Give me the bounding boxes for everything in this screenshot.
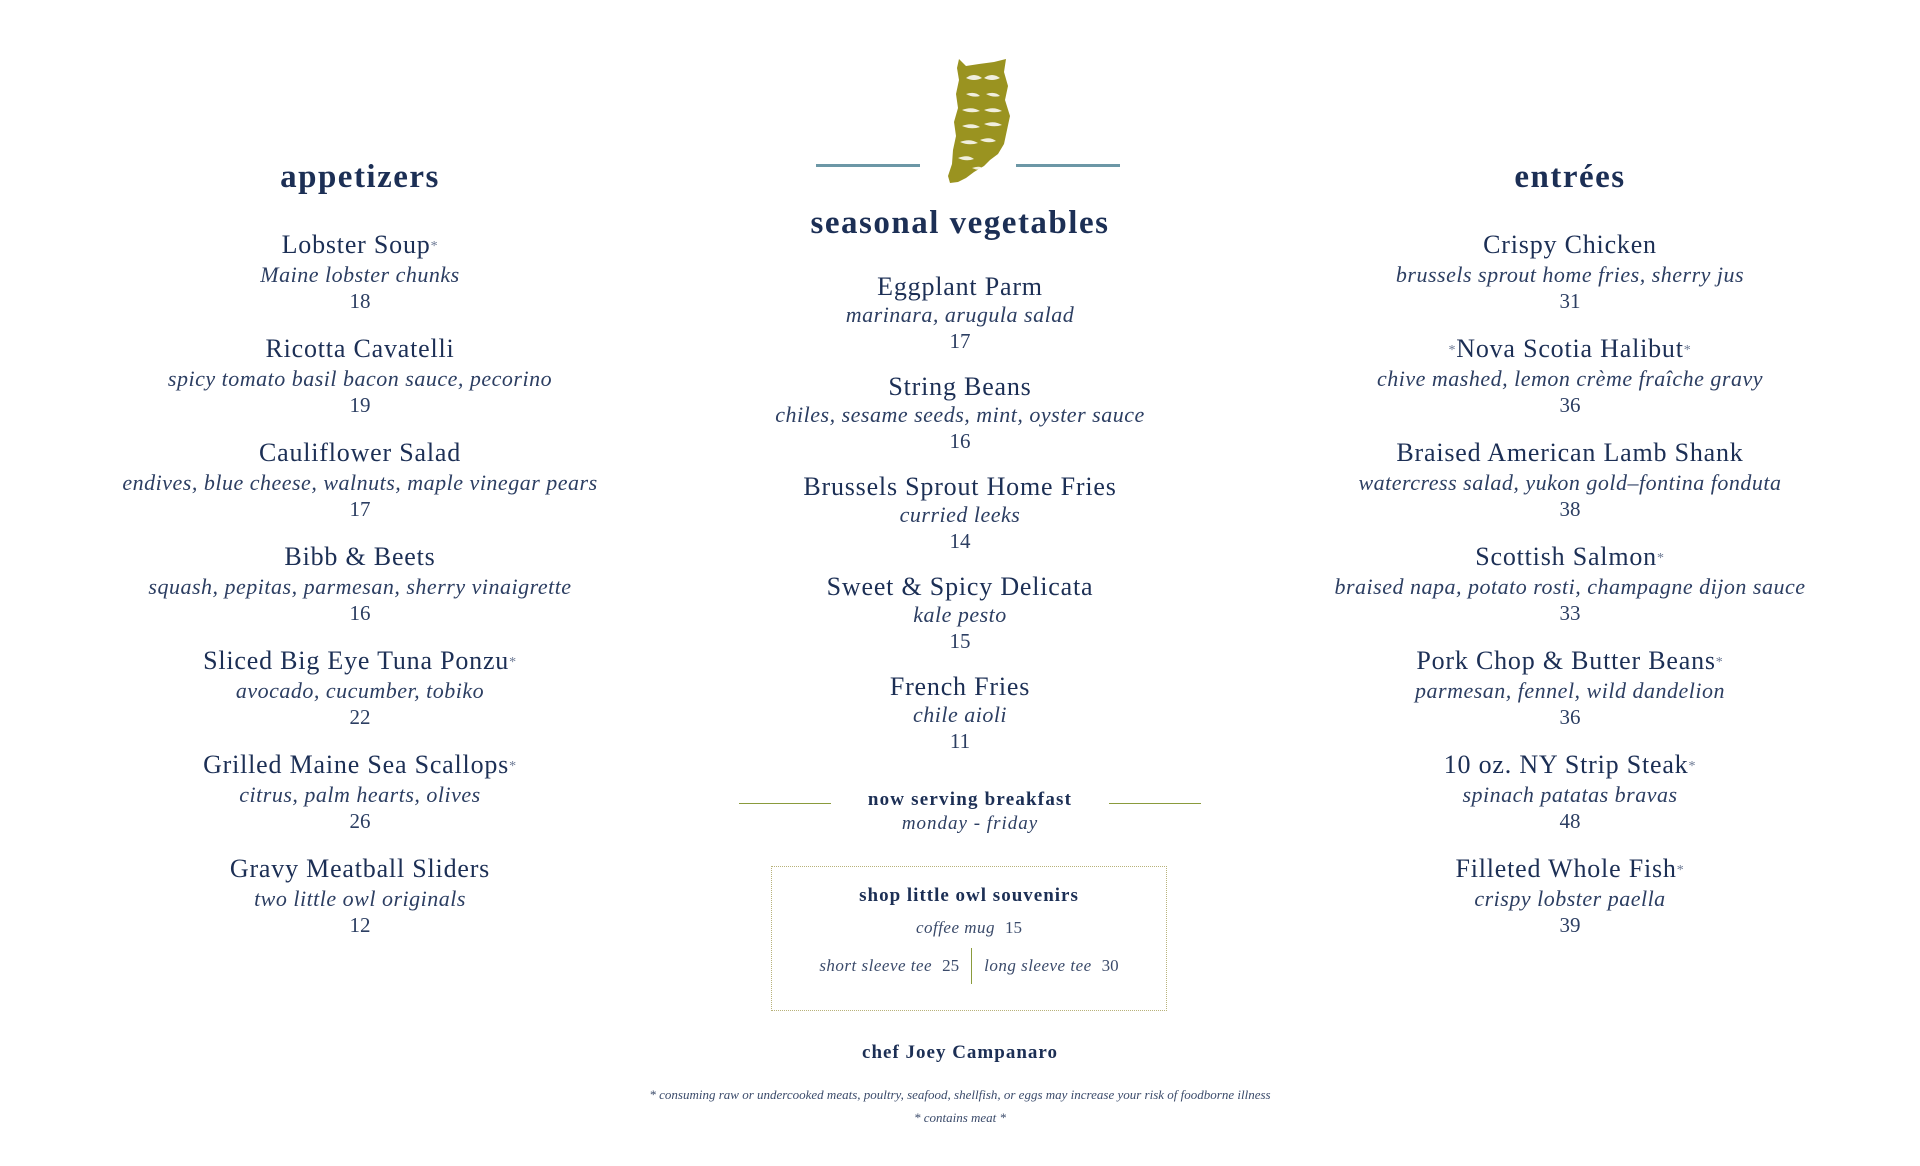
appetizers-heading: appetizers — [280, 159, 440, 195]
menu-item — [60, 854, 660, 958]
item-star-pre: * — [1448, 343, 1457, 358]
souvenir-tees-row — [772, 948, 1166, 984]
item-price: 11 — [949, 729, 971, 753]
menu-item — [60, 438, 660, 542]
appetizers-list — [60, 230, 660, 958]
item-price: 22 — [349, 705, 371, 729]
menu-item — [60, 230, 660, 334]
item-name: Cauliflower Salad — [258, 438, 462, 467]
item-name: Grilled Maine Sea Scallops — [203, 750, 510, 779]
item-name: Brussels Sprout Home Fries — [803, 472, 1117, 501]
item-description: crispy lobster paella — [1474, 886, 1666, 911]
item-name-row — [1270, 854, 1870, 886]
item-price: 31 — [1559, 289, 1581, 313]
item-name-row — [1270, 542, 1870, 574]
item-name: Nova Scotia Halibut — [1456, 334, 1684, 363]
menu-item — [1270, 750, 1870, 854]
item-name-row — [1270, 334, 1870, 366]
item-description: chive mashed, lemon crème fraîche gravy — [1376, 366, 1764, 391]
entrees-heading: entrées — [1514, 159, 1626, 195]
menu-item — [1270, 230, 1870, 334]
vegetables-list — [660, 272, 1260, 772]
item-description: braised napa, potato rosti, champagne dijon sauce — [1334, 574, 1806, 599]
souvenir-label: coffee mug — [915, 918, 996, 937]
item-name-row — [60, 646, 660, 678]
breakfast-title: now serving breakfast — [867, 789, 1073, 810]
menu-item — [1270, 438, 1870, 542]
item-name: 10 oz. NY Strip Steak — [1443, 750, 1689, 779]
item-price: 39 — [1559, 913, 1581, 937]
menu-item — [1270, 854, 1870, 958]
item-price: 36 — [1559, 393, 1581, 417]
item-description: two little owl originals — [254, 886, 466, 911]
vegetables-heading: seasonal vegetables — [810, 205, 1110, 241]
souvenir-price: 15 — [1005, 918, 1023, 937]
item-star: * — [1683, 343, 1692, 358]
item-name-row — [60, 542, 660, 574]
item-price: 18 — [349, 289, 371, 313]
menu-item — [60, 750, 660, 854]
item-description: chiles, sesame seeds, mint, oyster sauce — [775, 402, 1145, 427]
menu-item — [660, 272, 1260, 372]
menu-item — [660, 372, 1260, 472]
footnote-warning: * consuming raw or undercooked meats, poultry, seafood, shellfish, or eggs may increase your risk of foodborne illness — [649, 1087, 1271, 1102]
item-name: String Beans — [888, 372, 1032, 401]
item-star: * — [509, 655, 517, 670]
souvenirs-box — [771, 866, 1167, 1011]
item-price: 36 — [1559, 705, 1581, 729]
item-description: marinara, arugula salad — [845, 302, 1075, 327]
footnote — [460, 1083, 1460, 1129]
item-price: 48 — [1559, 809, 1581, 833]
souvenir-short-tee — [819, 956, 959, 976]
souvenir-price: 30 — [1101, 956, 1119, 975]
footnote-meat: * contains meat * — [913, 1110, 1007, 1125]
item-description: squash, pepitas, parmesan, sherry vinaigrette — [148, 574, 572, 599]
item-star: * — [1715, 655, 1724, 670]
item-price: 19 — [349, 393, 371, 417]
item-description: Maine lobster chunks — [260, 262, 460, 287]
item-description: curried leeks — [899, 502, 1021, 527]
menu-item — [660, 472, 1260, 572]
item-price: 38 — [1559, 497, 1581, 521]
item-price: 33 — [1559, 601, 1581, 625]
item-price: 14 — [949, 529, 971, 553]
item-description: kale pesto — [913, 602, 1007, 627]
item-name-row — [60, 438, 660, 470]
item-name-row — [60, 334, 660, 366]
item-name: French Fries — [889, 672, 1031, 701]
item-name: Sweet & Spicy Delicata — [826, 572, 1094, 601]
breakfast-rule-right — [1109, 803, 1201, 804]
item-price: 17 — [349, 497, 371, 521]
item-name-row — [1270, 646, 1870, 678]
item-description: brussels sprout home fries, sherry jus — [1395, 262, 1745, 287]
item-name: Braised American Lamb Shank — [1396, 438, 1744, 467]
chef-credit: chef Joey Campanaro — [862, 1042, 1058, 1063]
item-name: Filleted Whole Fish — [1455, 854, 1677, 883]
item-name: Ricotta Cavatelli — [265, 334, 455, 363]
souvenir-price: 25 — [942, 956, 960, 975]
item-description: citrus, palm hearts, olives — [239, 782, 481, 807]
item-name-row — [60, 230, 660, 262]
menu-item — [1270, 334, 1870, 438]
item-price: 16 — [349, 601, 371, 625]
logo-rule-left — [816, 164, 920, 167]
item-name: Pork Chop & Butter Beans — [1416, 646, 1716, 675]
item-name: Crispy Chicken — [1483, 230, 1657, 259]
souvenir-label: long sleeve tee — [984, 956, 1092, 975]
item-description: spicy tomato basil bacon sauce, pecorino — [167, 366, 553, 391]
souvenir-divider — [971, 948, 972, 984]
menu-item — [660, 672, 1260, 772]
item-description: parmesan, fennel, wild dandelion — [1415, 678, 1725, 703]
item-description: chile aioli — [912, 702, 1008, 727]
item-name: Lobster Soup — [281, 230, 431, 259]
menu-item — [660, 572, 1260, 672]
item-name: Gravy Meatball Sliders — [229, 854, 491, 883]
item-name: Scottish Salmon — [1475, 542, 1657, 571]
souvenirs-title: shop little owl souvenirs — [859, 885, 1079, 906]
breakfast-rule-left — [739, 803, 831, 804]
breakfast-banner — [735, 787, 1205, 835]
item-description: endives, blue cheese, walnuts, maple vinegar pears — [122, 470, 598, 495]
item-star: * — [1676, 863, 1685, 878]
item-name-row — [1270, 438, 1870, 470]
menu-item — [60, 542, 660, 646]
item-price: 16 — [949, 429, 971, 453]
logo-rule-right — [1016, 164, 1120, 167]
item-price: 26 — [349, 809, 371, 833]
item-star: * — [1688, 759, 1697, 774]
item-description: avocado, cucumber, tobiko — [235, 678, 485, 703]
souvenir-long-tee — [984, 956, 1119, 976]
souvenir-label: short sleeve tee — [819, 956, 933, 975]
owl-logo — [816, 56, 1126, 186]
item-name-row — [1270, 750, 1870, 782]
item-star: * — [509, 759, 517, 774]
menu-item — [1270, 646, 1870, 750]
item-name-row — [60, 750, 660, 782]
item-name-row — [60, 854, 660, 886]
entrees-list — [1270, 230, 1870, 958]
menu-item — [60, 334, 660, 438]
item-star: * — [1656, 551, 1665, 566]
item-star: * — [430, 239, 439, 254]
item-name: Eggplant Parm — [877, 272, 1043, 301]
owl-icon — [816, 56, 1126, 186]
item-price: 15 — [949, 629, 971, 653]
item-name: Bibb & Beets — [284, 542, 436, 571]
item-name-row — [1270, 230, 1870, 262]
item-description: spinach patatas bravas — [1462, 782, 1678, 807]
menu-item — [1270, 542, 1870, 646]
menu-item — [60, 646, 660, 750]
souvenir-coffee-mug — [772, 918, 1166, 938]
item-price: 17 — [949, 329, 971, 353]
item-description: watercress salad, yukon gold–fontina fonduta — [1358, 470, 1782, 495]
item-price: 12 — [349, 913, 371, 937]
breakfast-days: monday - friday — [901, 813, 1039, 834]
item-name: Sliced Big Eye Tuna Ponzu — [203, 646, 510, 675]
